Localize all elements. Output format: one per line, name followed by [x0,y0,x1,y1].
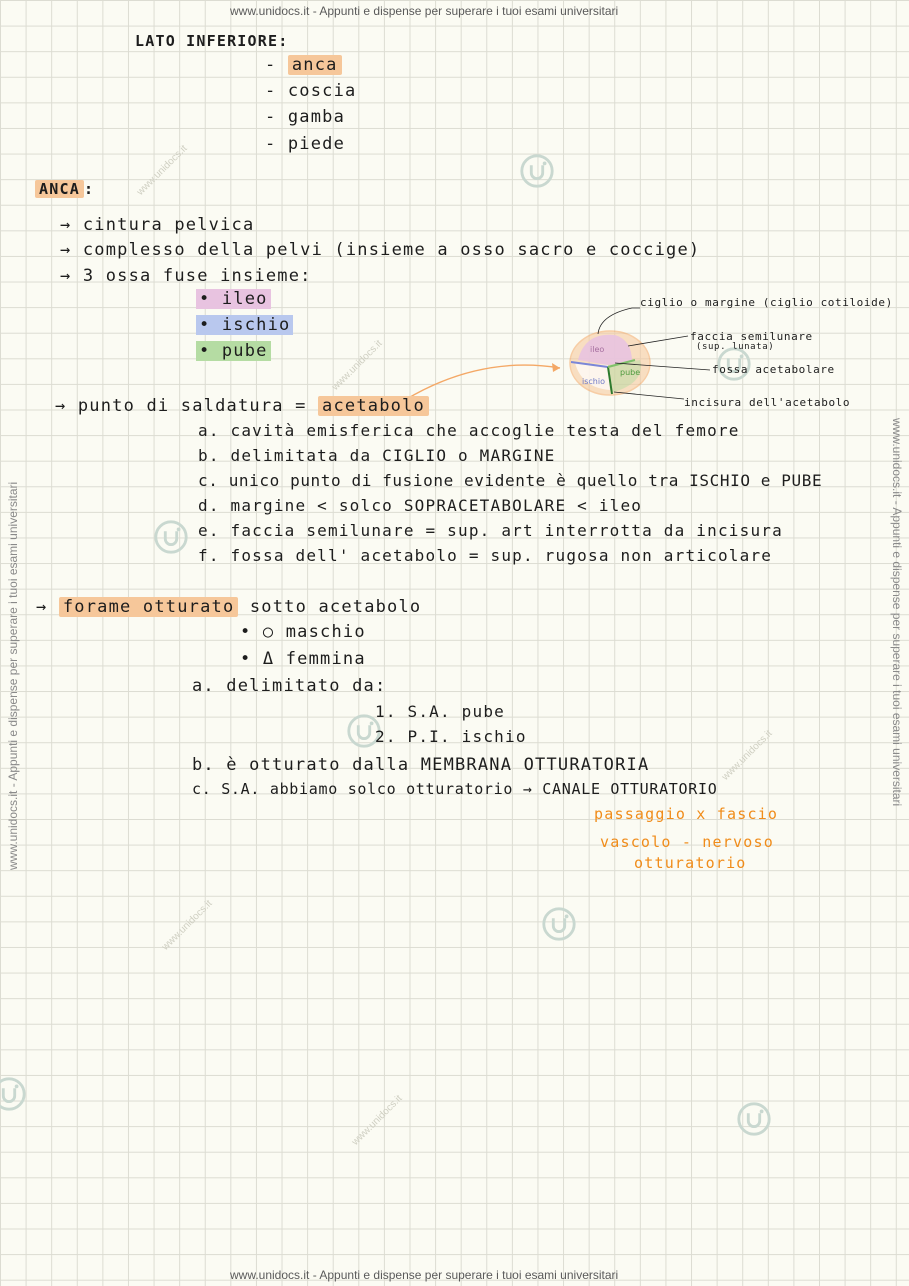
anca-title-suffix: : [83,180,95,198]
unidocs-logo-icon [0,1075,28,1113]
diagram-label-faccia-sub: (sup. lunata) [696,342,775,352]
bone-pube: • pube [196,341,271,361]
unidocs-logo-icon [540,905,578,943]
lato-title: LATO INFERIORE: [135,32,289,50]
diagram-label-pube: pube [620,368,641,377]
watermark-top: www.unidocs.it - Appunti e dispense per superare i tuoi esami universitari [230,4,619,18]
forame-b: b. è otturato dalla MEMBRANA OTTURATORIA [192,755,650,775]
lato-item-highlight: anca [288,55,342,75]
forame-note-1: passaggio x fascio [594,805,779,823]
forame-note-2: vascolo - nervoso [600,833,774,851]
punto-item-a: a. cavità emisferica che accoglie testa del femore [198,421,740,440]
forame-suffix: sotto acetabolo [249,597,422,617]
anca-bullet: → complesso della pelvi (insieme a osso sacro e coccige) [60,240,701,260]
punto-highlight: acetabolo [318,396,429,416]
bone-ileo: • ileo [196,289,271,309]
anca-title [35,180,94,198]
watermark-diagonal: www.unidocs.it [135,143,190,198]
diagram-label-ciglio: ciglio o margine (ciglio cotiloide) [640,296,893,309]
watermark-diagonal: www.unidocs.it [350,1093,405,1148]
forame-sub-2: 2. P.I. ischio [375,727,527,746]
forame-line [36,597,421,617]
watermark-left: www.unidocs.it - Appunti e dispense per superare i tuoi esami universitari [6,481,20,870]
punto-item-c: c. unico punto di fusione evidente è quello tra ISCHIO e PUBE [198,471,823,490]
lato-item: - coscia [265,81,357,101]
punto-item-b: b. delimitata da CIGLIO o MARGINE [198,446,556,465]
unidocs-logo-icon [152,518,190,556]
lato-item: - gamba [265,107,346,127]
punto-item-f: f. fossa dell' acetabolo = sup. rugosa non articolare [198,546,773,565]
diagram-label-ischio: ischio [582,377,605,386]
leader-incisura [614,392,684,399]
forame-sub-1: 1. S.A. pube [375,702,505,721]
watermark-diagonal: www.unidocs.it [330,338,385,393]
diagram-label-ileo: ileo [590,345,605,354]
forame-highlight: forame otturato [59,597,239,617]
lato-item: - piede [265,134,346,154]
forame-shape-femmina: • Δ femmina [240,649,366,669]
forame-arrow: → [36,597,48,617]
lato-item: - anca [265,55,342,75]
unidocs-logo-icon [518,152,556,190]
anca-bullet: → cintura pelvica [60,215,255,235]
anca-title-highlight: ANCA [35,180,84,198]
leader-ciglio [598,308,640,334]
forame-a: a. delimitato da: [192,676,387,696]
diagram-label-fossa: fossa acetabolare [712,363,835,376]
watermark-diagonal: www.unidocs.it [720,728,775,783]
watermark-right: www.unidocs.it - Appunti e dispense per superare i tuoi esami universitari [890,418,904,807]
watermark-bottom: www.unidocs.it - Appunti e dispense per superare i tuoi esami universitari [230,1268,619,1282]
forame-c: c. S.A. abbiamo solco otturatorio → CANALE OTTURATORIO [192,780,718,798]
punto-line [55,396,429,416]
diagram-label-incisura: incisura dell'acetabolo [684,396,851,409]
unidocs-logo-icon [735,1100,773,1138]
punto-item-d: d. margine < solco SOPRACETABOLARE < ileo [198,496,643,515]
punto-prefix: → punto di saldatura = [55,396,307,416]
forame-shape-maschio: • ○ maschio [240,622,366,642]
forame-note-3: otturatorio [634,854,747,872]
diagram-label-faccia: faccia semilunare [690,330,813,343]
diagram-arrowhead [552,363,560,372]
bone-ischio: • ischio [196,315,293,335]
diagram-arrow [405,365,560,400]
punto-item-e: e. faccia semilunare = sup. art interrotta da incisura [198,521,783,540]
anca-bullet: → 3 ossa fuse insieme: [60,266,312,286]
watermark-diagonal: www.unidocs.it [160,898,215,953]
